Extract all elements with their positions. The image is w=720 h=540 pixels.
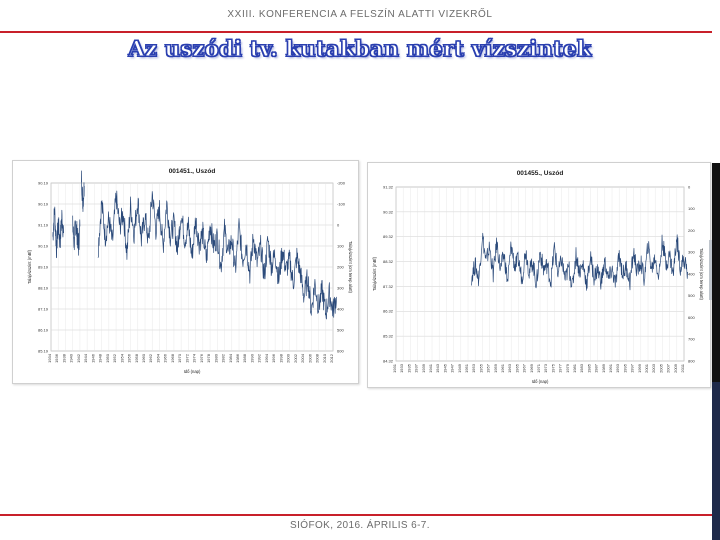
x-tick-label: 1976 bbox=[198, 354, 204, 363]
x-tick-label: 1990 bbox=[249, 354, 255, 363]
chart-title: 001451., Uszód bbox=[168, 168, 216, 175]
y-tick-label: 84.32 bbox=[382, 358, 393, 364]
chart-panel-001451 bbox=[12, 160, 359, 384]
x-tick-label: 1941 bbox=[428, 364, 433, 373]
y-tick-label: 87.19 bbox=[37, 306, 48, 312]
x-tick-label: 1972 bbox=[184, 354, 190, 363]
x-tick-label: 1947 bbox=[449, 364, 455, 373]
x-tick-label: 1960 bbox=[141, 354, 146, 363]
y2-tick-label: 0 bbox=[688, 184, 691, 190]
x-tick-label: 1995 bbox=[622, 364, 628, 373]
y2-tick-label: 400 bbox=[337, 306, 344, 312]
x-tick-label: 2006 bbox=[307, 354, 313, 363]
x-tick-label: 1981 bbox=[572, 364, 577, 373]
y2-tick-label: 0 bbox=[337, 222, 340, 228]
x-tick-label: 2000 bbox=[285, 354, 291, 363]
y-tick-label: 90.19 bbox=[37, 201, 48, 207]
y-tick-label: 89.32 bbox=[382, 234, 393, 240]
x-tick-label: 1938 bbox=[61, 354, 67, 363]
y2-tick-label: 600 bbox=[688, 314, 695, 320]
x-tick-label: 1991 bbox=[608, 364, 613, 373]
x-tick-label: 1949 bbox=[456, 364, 462, 373]
x-tick-label: 1982 bbox=[220, 354, 226, 363]
y-tick-label: 90.19 bbox=[37, 180, 48, 186]
y2-tick-label: 400 bbox=[688, 271, 695, 277]
y2-tick-label: 500 bbox=[688, 293, 695, 299]
y-tick-label: 85.32 bbox=[382, 333, 393, 339]
x-tick-label: 1940 bbox=[68, 354, 74, 363]
y2-tick-label: 300 bbox=[337, 285, 344, 291]
x-tick-label: 1933 bbox=[399, 364, 405, 373]
x-axis-label: Idő (nap) bbox=[183, 369, 201, 374]
x-tick-label: 1946 bbox=[90, 354, 96, 363]
y-tick-label: 88.32 bbox=[382, 258, 393, 264]
x-tick-label: 1964 bbox=[155, 354, 161, 363]
x-tick-label: 2005 bbox=[658, 364, 664, 373]
x-tick-label: 1985 bbox=[586, 364, 592, 373]
y-tick-label: 86.32 bbox=[382, 308, 393, 314]
x-tick-label: 1968 bbox=[169, 354, 175, 363]
x-tick-label: 1934 bbox=[47, 354, 52, 363]
x-tick-label: 1939 bbox=[420, 364, 426, 373]
y2-tick-label: 300 bbox=[688, 249, 695, 255]
x-tick-label: 1959 bbox=[492, 364, 498, 373]
x-tick-label: 1950 bbox=[104, 354, 110, 363]
y2-tick-label: 800 bbox=[688, 358, 695, 364]
x-tick-label: 2012 bbox=[329, 354, 334, 363]
x-tick-label: 1973 bbox=[543, 364, 549, 373]
side-accent-navy bbox=[712, 382, 720, 540]
y2-tick-label: 200 bbox=[688, 227, 695, 233]
x-tick-label: 1996 bbox=[271, 354, 277, 363]
x-tick-label: 1977 bbox=[557, 364, 563, 373]
x-tick-label: 1943 bbox=[435, 364, 441, 373]
x-tick-label: 2010 bbox=[321, 354, 327, 363]
x-tick-label: 1931 bbox=[392, 364, 397, 373]
footer-text: SIÓFOK, 2016. ÁPRILIS 6-7. bbox=[290, 520, 430, 531]
y-axis-label: Talajvízszint (mBf) bbox=[372, 257, 377, 291]
x-tick-label: 1986 bbox=[235, 354, 240, 363]
y2-tick-label: 200 bbox=[337, 264, 344, 270]
y-tick-label: 87.32 bbox=[382, 283, 393, 289]
x-tick-label: 1954 bbox=[119, 354, 125, 363]
chart-title: 001455., Uszód bbox=[516, 170, 564, 177]
y-tick-label: 86.19 bbox=[37, 327, 48, 333]
x-tick-label: 1962 bbox=[148, 354, 154, 363]
y2-tick-label: 100 bbox=[337, 243, 344, 249]
x-tick-label: 1989 bbox=[600, 364, 606, 373]
y2-tick-label: -200 bbox=[337, 180, 346, 186]
header-text: XXIII. KONFERENCIA A FELSZÍN ALATTI VIZEKRŐL bbox=[227, 9, 493, 20]
x-tick-label: 1952 bbox=[112, 354, 118, 363]
x-tick-label: 1937 bbox=[413, 364, 419, 373]
y2-tick-label: 600 bbox=[337, 348, 344, 354]
x-tick-label: 1967 bbox=[521, 364, 527, 373]
y-tick-label: 85.19 bbox=[37, 348, 48, 354]
x-axis-label: Idő (nap) bbox=[531, 379, 549, 384]
x-tick-label: 1965 bbox=[514, 364, 520, 373]
y-tick-label: 91.32 bbox=[382, 184, 393, 190]
x-tick-label: 1944 bbox=[83, 354, 89, 363]
x-tick-label: 1966 bbox=[162, 354, 168, 363]
x-tick-label: 1961 bbox=[500, 364, 505, 373]
chart-001451 bbox=[13, 161, 358, 383]
x-tick-label: 1942 bbox=[75, 354, 81, 363]
x-tick-label: 1984 bbox=[227, 354, 233, 363]
y2-axis-label: Talajvízszint (cm terep alatt) bbox=[348, 241, 353, 293]
y2-tick-label: 700 bbox=[688, 336, 695, 342]
x-tick-label: 1997 bbox=[629, 364, 635, 373]
y-tick-label: 91.19 bbox=[37, 222, 48, 228]
x-tick-label: 2001 bbox=[644, 364, 649, 373]
x-tick-label: 1992 bbox=[256, 354, 262, 363]
y2-tick-label: 100 bbox=[688, 206, 695, 212]
x-tick-label: 2004 bbox=[300, 354, 306, 363]
x-tick-label: 1969 bbox=[528, 364, 534, 373]
x-tick-label: 2007 bbox=[665, 364, 671, 373]
x-tick-label: 2002 bbox=[292, 354, 298, 363]
y-axis-label: Talajvízszint (mBf) bbox=[27, 250, 32, 284]
x-tick-label: 1935 bbox=[406, 364, 412, 373]
y2-tick-label: 500 bbox=[337, 327, 344, 333]
header-rule bbox=[0, 31, 712, 33]
y-tick-label: 88.19 bbox=[37, 285, 48, 291]
y2-axis-label: Talajvízszint (cm terep alatt) bbox=[699, 248, 704, 300]
x-tick-label: 1936 bbox=[54, 354, 60, 363]
x-tick-label: 2003 bbox=[651, 364, 657, 373]
x-tick-label: 1975 bbox=[550, 364, 556, 373]
x-tick-label: 1980 bbox=[213, 354, 219, 363]
x-tick-label: 1987 bbox=[593, 364, 599, 373]
x-tick-label: 1956 bbox=[126, 354, 132, 363]
x-tick-label: 2011 bbox=[680, 364, 685, 373]
x-tick-label: 1970 bbox=[177, 354, 183, 363]
y-tick-label: 90.32 bbox=[382, 209, 393, 215]
x-tick-label: 1974 bbox=[191, 354, 197, 363]
x-tick-label: 1963 bbox=[507, 364, 513, 373]
x-tick-label: 1945 bbox=[442, 364, 448, 373]
y-tick-label: 90.19 bbox=[37, 243, 48, 249]
x-tick-label: 1979 bbox=[564, 364, 570, 373]
x-tick-label: 1957 bbox=[485, 364, 491, 373]
slide-title: Az uszódi tv. kutakban mért vízszintek bbox=[128, 36, 592, 61]
x-tick-label: 1994 bbox=[263, 354, 269, 363]
x-tick-label: 1971 bbox=[536, 364, 541, 373]
x-tick-label: 2008 bbox=[314, 354, 320, 363]
x-tick-label: 1958 bbox=[133, 354, 139, 363]
chart-001455 bbox=[368, 163, 710, 387]
x-tick-label: 1983 bbox=[579, 364, 585, 373]
x-tick-label: 1978 bbox=[206, 354, 212, 363]
footer-rule bbox=[0, 514, 712, 516]
x-tick-label: 2009 bbox=[672, 364, 678, 373]
y-tick-label: 89.19 bbox=[37, 264, 48, 270]
x-tick-label: 1998 bbox=[278, 354, 284, 363]
x-tick-label: 1948 bbox=[97, 354, 103, 363]
x-tick-label: 1953 bbox=[471, 364, 477, 373]
x-tick-label: 1988 bbox=[242, 354, 248, 363]
chart-panel-001455 bbox=[367, 162, 711, 388]
x-tick-label: 1955 bbox=[478, 364, 484, 373]
y2-tick-label: -100 bbox=[337, 201, 346, 207]
x-tick-label: 1993 bbox=[615, 364, 621, 373]
x-tick-label: 1951 bbox=[464, 364, 469, 373]
x-tick-label: 1999 bbox=[636, 364, 642, 373]
